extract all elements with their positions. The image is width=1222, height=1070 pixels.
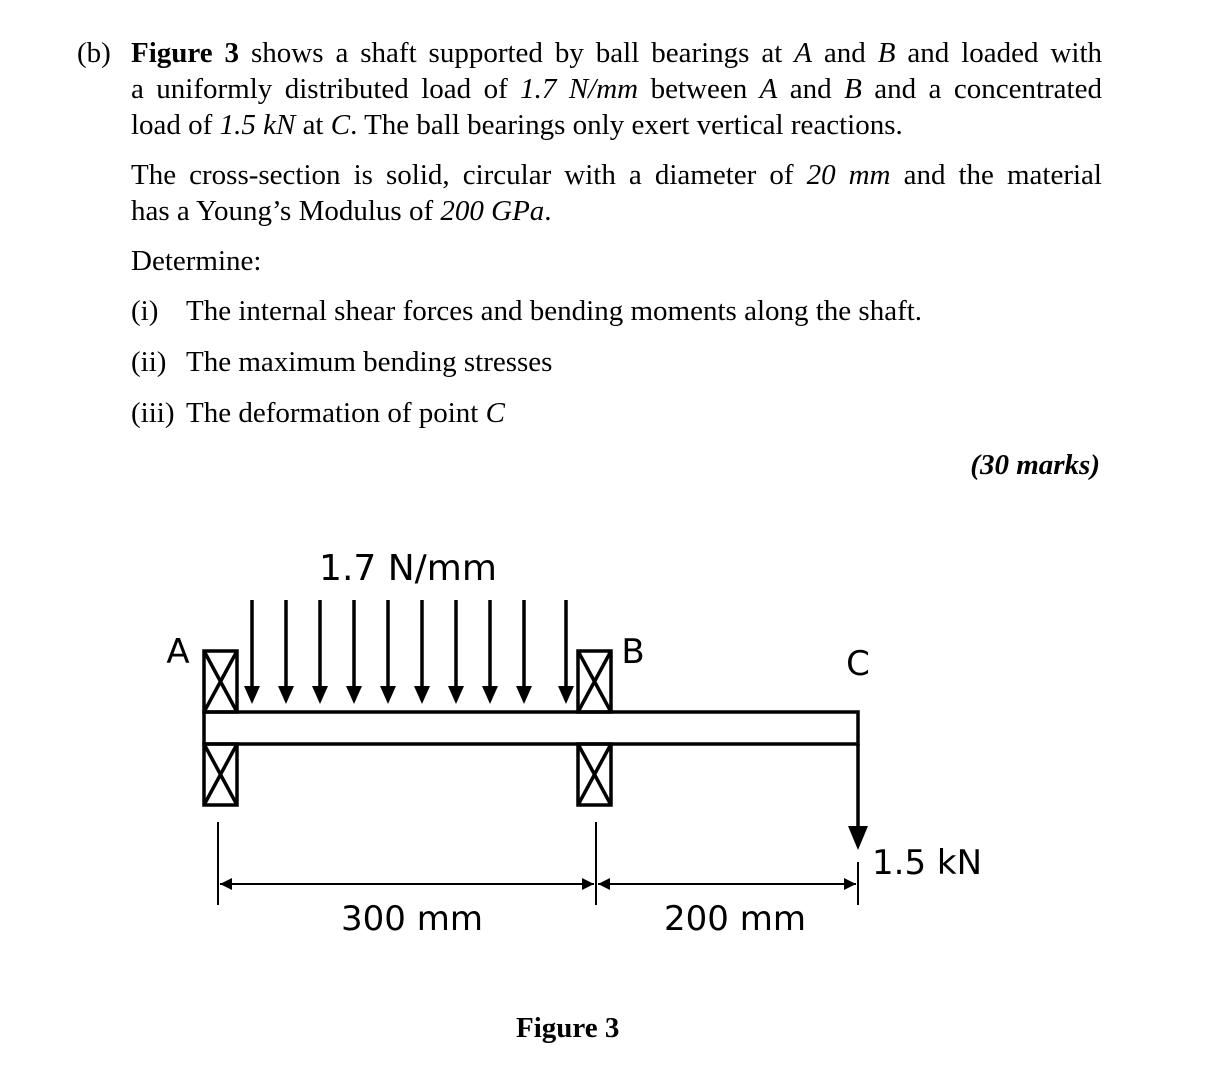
youngs-modulus-value: 200 GPa — [440, 195, 545, 227]
point-c-ref: C — [485, 397, 505, 429]
point-c-ref: C — [330, 109, 351, 141]
text-run: and — [777, 73, 845, 105]
udl-arrow — [516, 600, 532, 704]
udl-arrow — [414, 600, 430, 704]
text-run: has a Young’s Modulus of — [131, 195, 441, 227]
point-b-label: B — [621, 632, 645, 672]
subpart-label: (ii) — [131, 346, 167, 378]
determine-heading: Determine: — [131, 245, 262, 277]
udl-label: 1.7 N/mm — [319, 548, 497, 589]
point-a-ref: A — [794, 37, 812, 69]
subpart-text: The maximum bending stresses — [186, 346, 553, 378]
text-run: at — [295, 109, 331, 141]
udl-arrow — [312, 600, 328, 704]
udl-arrow — [448, 600, 464, 704]
udl-arrow — [346, 600, 362, 704]
diameter-value: 20 mm — [806, 159, 891, 191]
subpart-text: The internal shear forces and bending moments along the shaft. — [186, 295, 923, 327]
udl-arrow — [380, 600, 396, 704]
udl-arrow — [482, 600, 498, 704]
marks-label: (30 marks) — [970, 449, 1100, 481]
text-run: a uniformly distributed load of — [131, 73, 521, 105]
text-run: . The ball bearings only exert vertical reactions. — [350, 109, 903, 141]
bearing-a-bottom — [204, 744, 237, 805]
load-value: 1.5 kN — [219, 109, 296, 141]
text-run: and loaded with — [895, 37, 1103, 69]
text-run: and a concentrated — [861, 73, 1102, 105]
point-load-arrow — [848, 744, 868, 850]
text-run: . — [544, 195, 552, 227]
point-a-label: A — [166, 632, 190, 672]
shaft — [204, 712, 858, 744]
bearing-a-top — [204, 651, 237, 712]
udl-value: 1.7 N/mm — [520, 73, 639, 105]
udl-arrows — [244, 600, 574, 704]
figure-reference: Figure 3 — [131, 37, 240, 69]
udl-arrow — [244, 600, 260, 704]
dimension-bc-label: 200 mm — [664, 899, 806, 939]
dimension-lines — [218, 822, 858, 905]
text-run: shows a shaft supported by ball bearings at — [239, 37, 795, 69]
udl-arrow — [558, 600, 574, 704]
text-run: and the material — [890, 159, 1102, 191]
part-label: (b) — [77, 37, 111, 69]
point-c-label: C — [846, 644, 870, 684]
subpart-label: (i) — [131, 295, 159, 327]
bearing-b-top — [578, 651, 611, 712]
udl-arrow — [278, 600, 294, 704]
text-run: The cross-section is solid, circular with a diameter of — [131, 159, 807, 191]
bearing-b-bottom — [578, 744, 611, 805]
text-run: and — [812, 37, 878, 69]
text-run: between — [638, 73, 760, 105]
text-run: load of — [131, 109, 220, 141]
figure-caption: Figure 3 — [516, 1012, 620, 1044]
point-load-label: 1.5 kN — [872, 843, 983, 883]
point-a-ref: A — [759, 73, 778, 105]
point-b-ref: B — [844, 73, 862, 105]
text-run: The deformation of point — [186, 397, 486, 429]
dimension-ab-label: 300 mm — [341, 899, 483, 939]
point-b-ref: B — [877, 37, 896, 69]
subpart-label: (iii) — [131, 397, 175, 429]
